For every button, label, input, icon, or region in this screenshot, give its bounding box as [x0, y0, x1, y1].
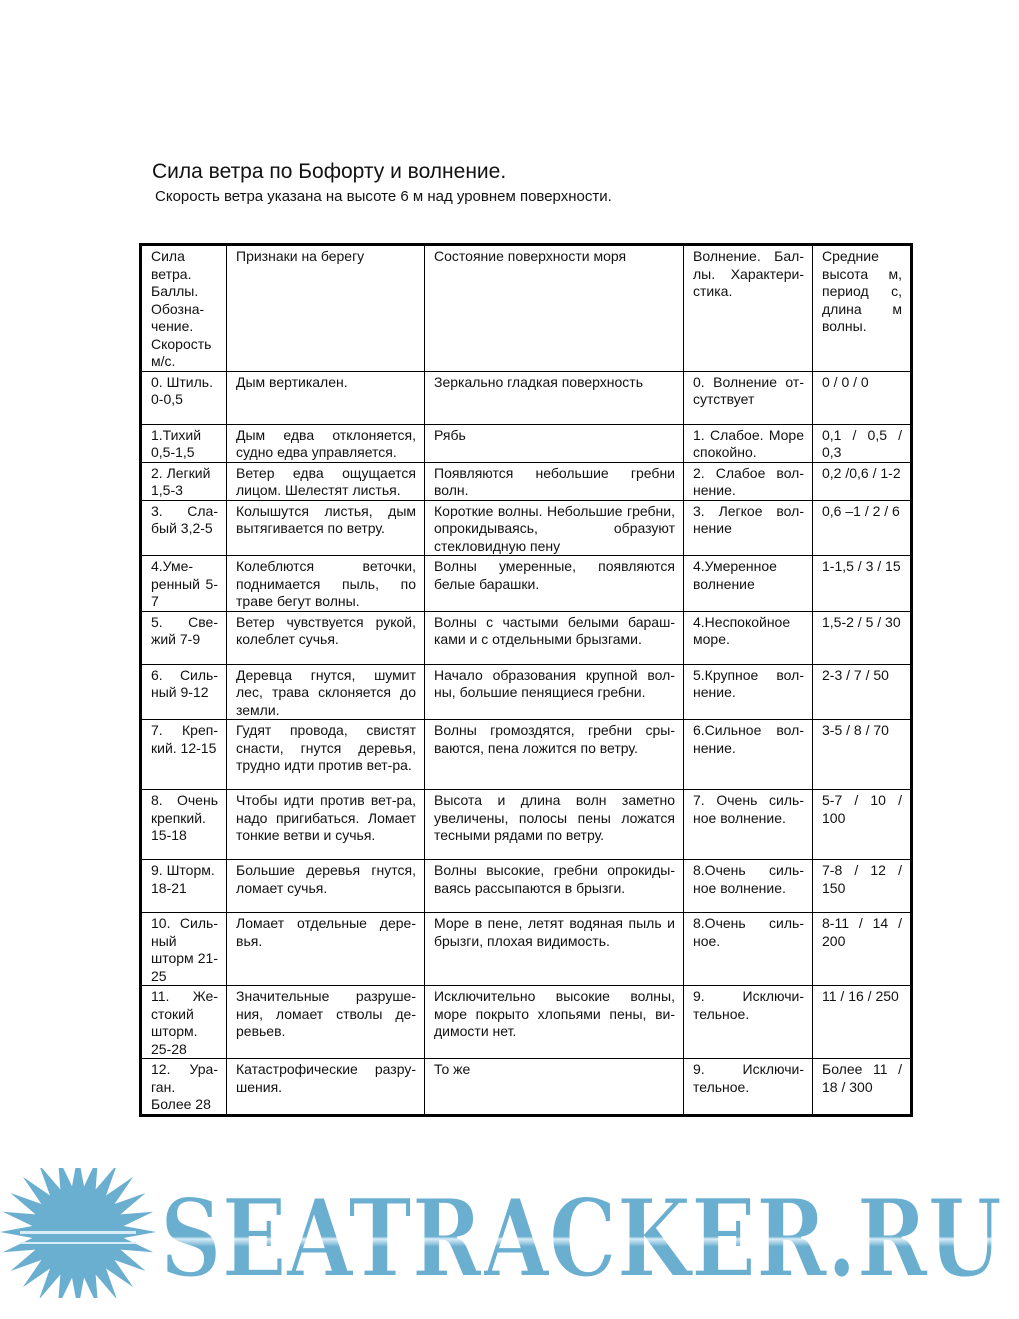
table-row: [141, 424, 912, 462]
table-cell: Волны громоздятся, гребни сры-ваются, пена ложится по ветру.: [425, 720, 684, 790]
table-cell: 0,6 –1 / 2 / 6: [813, 500, 912, 556]
table-cell: 0,2 /0,6 / 1-2: [813, 462, 912, 500]
table-cell: 4.Умеренное волнение: [684, 556, 813, 612]
table-cell: 8-11 / 14 / 200: [813, 913, 912, 986]
table-row: [141, 556, 912, 612]
page-subtitle: Скорость ветра указана на высоте 6 м над уровнем поверхности.: [155, 188, 612, 205]
table-cell: Волны умеренные, появляются белые барашки.: [425, 556, 684, 612]
table-cell: 5. Све-жий 7-9: [141, 611, 227, 664]
table-cell: 1-1,5 / 3 / 15: [813, 556, 912, 612]
table-cell: 5.Крупное вол-нение.: [684, 664, 813, 720]
table-row: [141, 986, 912, 1059]
table-cell: 8.Очень силь-ное.: [684, 913, 813, 986]
table-cell: Большие деревья гнутся, ломает сучья.: [227, 860, 425, 913]
table-cell: Дым едва отклоняется, судно едва управляется.: [227, 424, 425, 462]
table-cell: 8.Очень силь-ное волнение.: [684, 860, 813, 913]
table-cell: Дым вертикален.: [227, 371, 425, 424]
table-cell: Короткие волны. Небольшие гребни, опрокидываясь, образуют стекловидную пену: [425, 500, 684, 556]
table-cell: 8. Очень крепкий. 15-18: [141, 790, 227, 860]
table-cell: Исключительно высокие волны, море покрыто хлопьями пены, ви-димости нет.: [425, 986, 684, 1059]
table-cell: 3. Сла-бый 3,2-5: [141, 500, 227, 556]
table-cell: 0. Штиль. 0-0,5: [141, 371, 227, 424]
table-cell: Начало образования крупной вол-ны, большие пенящиеся гребни.: [425, 664, 684, 720]
table-cell: 3. Легкое вол-нение: [684, 500, 813, 556]
table-cell: Более 11 / 18 / 300: [813, 1059, 912, 1116]
table-cell: То же: [425, 1059, 684, 1116]
table-row: [141, 1059, 912, 1116]
header-cell: Сила ветра. Баллы. Обозна-чение. Скорость м/с.: [141, 245, 227, 372]
table-cell: 7. Креп-кий. 12-15: [141, 720, 227, 790]
table-cell: 7. Очень силь-ное волнение.: [684, 790, 813, 860]
table-header-row: [141, 245, 912, 372]
beaufort-table: [139, 243, 913, 1117]
table-cell: 6. Силь-ный 9-12: [141, 664, 227, 720]
table-cell: 11 / 16 / 250: [813, 986, 912, 1059]
table-cell: 7-8 / 12 / 150: [813, 860, 912, 913]
table-row: [141, 720, 912, 790]
table-cell: Высота и длина волн заметно увеличены, полосы пены ложатся тесными рядами по ветру.: [425, 790, 684, 860]
header-cell: Признаки на берегу: [227, 245, 425, 372]
table-cell: 2-3 / 7 / 50: [813, 664, 912, 720]
header-cell: Состояние поверхности моря: [425, 245, 684, 372]
table-row: [141, 913, 912, 986]
table-cell: Деревца гнутся, шумит лес, трава склоняется до земли.: [227, 664, 425, 720]
table-cell: Колеблются веточки, поднимается пыль, по траве бегут волны.: [227, 556, 425, 612]
table-cell: Ветер чувствуется рукой, колеблет сучья.: [227, 611, 425, 664]
table-cell: Колышутся листья, дым вытягивается по ветру.: [227, 500, 425, 556]
table-cell: Ветер едва ощущается лицом. Шелестят листья.: [227, 462, 425, 500]
table-cell: 1,5-2 / 5 / 30: [813, 611, 912, 664]
seatracker-logo: [0, 1168, 1019, 1298]
table-cell: 4.Уме-ренный 5-7: [141, 556, 227, 612]
table-cell: Волны высокие, гребни опрокиды-ваясь рассыпаются в брызги.: [425, 860, 684, 913]
table-cell: Значительные разруше-ния, ломает стволы де-ревьев.: [227, 986, 425, 1059]
table-cell: Чтобы идти против вет-ра, надо пригибаться. Ломает тонкие ветви и сучья.: [227, 790, 425, 860]
table-cell: 12. Ура-ган. Более 28: [141, 1059, 227, 1116]
table-cell: 1.Тихий 0,5-1,5: [141, 424, 227, 462]
table-cell: 0. Волнение от-сутствует: [684, 371, 813, 424]
table-cell: Зеркально гладкая поверхность: [425, 371, 684, 424]
table-cell: 2. Слабое вол-нение.: [684, 462, 813, 500]
logo-wordmark: SEATRACKER.RU: [160, 1176, 1002, 1298]
page-title: Сила ветра по Бофорту и волнение.: [152, 160, 507, 183]
table-row: [141, 611, 912, 664]
table-cell: 5-7 / 10 / 100: [813, 790, 912, 860]
table-cell: 9. Шторм. 18-21: [141, 860, 227, 913]
table-cell: 0,1 / 0,5 / 0,3: [813, 424, 912, 462]
table-row: [141, 860, 912, 913]
table-cell: 9. Исключи-тельное.: [684, 1059, 813, 1116]
table-cell: Появляются небольшие гребни волн.: [425, 462, 684, 500]
table-cell: 1. Слабое. Море спокойно.: [684, 424, 813, 462]
table-cell: 9. Исключи-тельное.: [684, 986, 813, 1059]
table-cell: 0 / 0 / 0: [813, 371, 912, 424]
table-cell: Ломает отдельные дере-вья.: [227, 913, 425, 986]
sun-icon: [0, 1168, 156, 1298]
header-cell: Средние высота м, период с, длина м волны.: [813, 245, 912, 372]
header-cell: Волнение. Бал-лы. Характери-стика.: [684, 245, 813, 372]
table-cell: 2. Легкий 1,5-3: [141, 462, 227, 500]
table-cell: Море в пене, летят водяная пыль и брызги, плохая видимость.: [425, 913, 684, 986]
table-cell: 10. Силь-ный шторм 21-25: [141, 913, 227, 986]
table-cell: Волны с частыми белыми бараш-ками и с отдельными брызгами.: [425, 611, 684, 664]
table-cell: 11. Же-стокий шторм. 25-28: [141, 986, 227, 1059]
table-cell: Рябь: [425, 424, 684, 462]
table-row: [141, 462, 912, 500]
table-cell: 3-5 / 8 / 70: [813, 720, 912, 790]
table-row: [141, 664, 912, 720]
table-row: [141, 500, 912, 556]
table-cell: Катастрофические разру-шения.: [227, 1059, 425, 1116]
table-cell: Гудят провода, свистят снасти, гнутся деревья, трудно идти против вет-ра.: [227, 720, 425, 790]
table-cell: 4.Неспокойное море.: [684, 611, 813, 664]
table-cell: 6.Сильное вол-нение.: [684, 720, 813, 790]
table-row: [141, 790, 912, 860]
table-row: [141, 371, 912, 424]
